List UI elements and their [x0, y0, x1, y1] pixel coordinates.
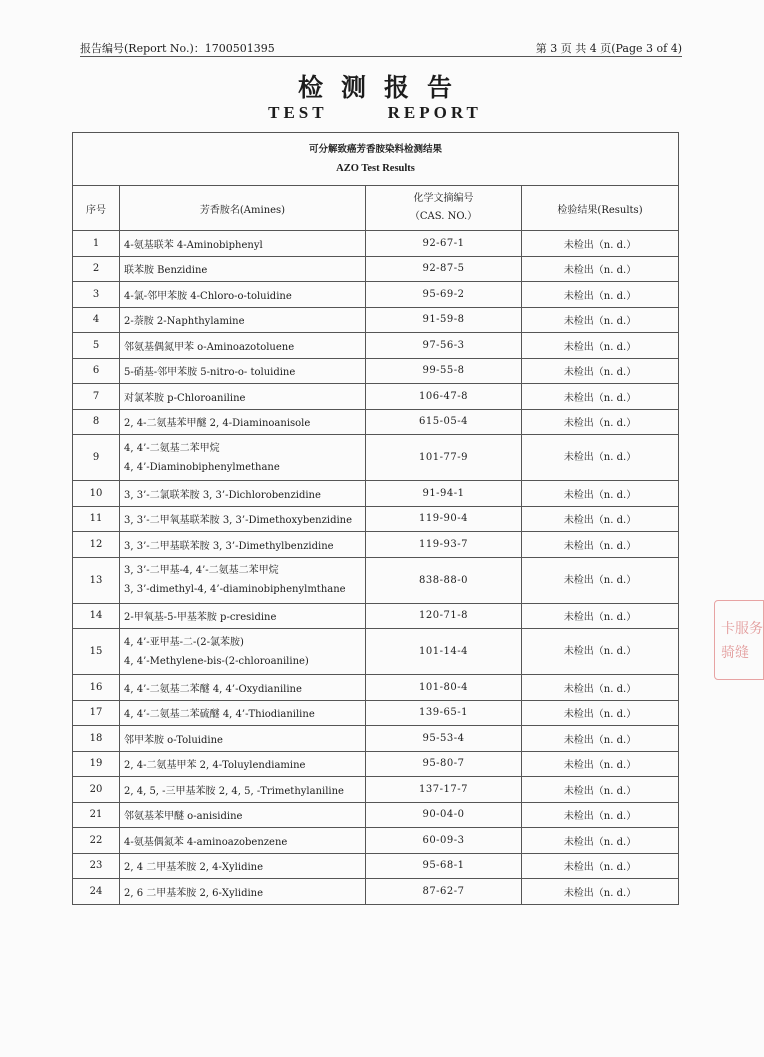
row-number: 19 — [73, 751, 120, 777]
row-number: 14 — [73, 603, 120, 629]
row-number: 4 — [73, 307, 120, 333]
result-value: 未检出（n. d.） — [522, 603, 679, 629]
header-cas — [366, 186, 522, 231]
table-row — [73, 828, 679, 854]
report-number: 报告编号(Report No.)：1700501395 — [80, 42, 275, 55]
cas-number: 91-94-1 — [366, 481, 522, 507]
result-value: 未检出（n. d.） — [522, 828, 679, 854]
result-value: 未检出（n. d.） — [522, 384, 679, 410]
cas-number: 95-68-1 — [366, 853, 522, 879]
table-caption-en: AZO Test Results — [336, 163, 415, 174]
row-number: 20 — [73, 777, 120, 803]
amine-name — [120, 802, 366, 828]
result-value: 未检出（n. d.） — [522, 307, 679, 333]
table-row — [73, 532, 679, 558]
header-result: 检验结果(Results) — [522, 186, 679, 231]
header-no: 序号 — [73, 186, 120, 231]
result-value: 未检出（n. d.） — [522, 802, 679, 828]
amine-name — [120, 481, 366, 507]
result-value: 未检出（n. d.） — [522, 675, 679, 701]
report-title-en-word2: REPORT — [387, 103, 482, 122]
amine-name-line: 联苯胺 Benzidine — [124, 265, 208, 277]
cas-number: 101-14-4 — [366, 629, 522, 675]
table-row — [73, 231, 679, 257]
row-number: 6 — [73, 358, 120, 384]
row-number: 12 — [73, 532, 120, 558]
cas-number: 119-90-4 — [366, 506, 522, 532]
result-value: 未检出（n. d.） — [522, 726, 679, 752]
amine-name-line: 邻甲苯胺 o-Toluidine — [124, 734, 223, 746]
amine-name-line: 4-氨基联苯 4-Aminobiphenyl — [124, 239, 263, 251]
table-row — [73, 333, 679, 359]
amine-name — [120, 532, 366, 558]
amine-name — [120, 506, 366, 532]
table-row — [73, 307, 679, 333]
amine-name-line: 2, 4-二氨基甲苯 2, 4-Toluylendiamine — [124, 760, 306, 772]
table-row — [73, 603, 679, 629]
table-row — [73, 384, 679, 410]
result-value: 未检出（n. d.） — [522, 333, 679, 359]
row-number: 9 — [73, 435, 120, 481]
table-row — [73, 802, 679, 828]
row-number: 16 — [73, 675, 120, 701]
cas-number: 120-71-8 — [366, 603, 522, 629]
row-number: 3 — [73, 282, 120, 308]
row-number: 2 — [73, 256, 120, 282]
cas-number: 90-04-0 — [366, 802, 522, 828]
result-value: 未检出（n. d.） — [522, 506, 679, 532]
amine-name-line: 4, 4’-二氨基二苯硫醚 4, 4’-Thiodianiline — [124, 709, 315, 721]
cas-number: 92-67-1 — [366, 231, 522, 257]
cas-number: 87-62-7 — [366, 879, 522, 905]
amine-name — [120, 307, 366, 333]
row-number: 23 — [73, 853, 120, 879]
result-value: 未检出（n. d.） — [522, 435, 679, 481]
amine-name-line: 4, 4’-亚甲基-二-(2-氯苯胺) — [124, 636, 244, 648]
amine-name — [120, 828, 366, 854]
amine-name-line: 对氯苯胺 p-Chloroaniline — [124, 392, 246, 404]
table-row — [73, 557, 679, 603]
result-value: 未检出（n. d.） — [522, 629, 679, 675]
azo-results-table — [72, 132, 679, 905]
row-number: 24 — [73, 879, 120, 905]
amine-name — [120, 435, 366, 481]
table-row — [73, 256, 679, 282]
result-value: 未检出（n. d.） — [522, 879, 679, 905]
result-value: 未检出（n. d.） — [522, 481, 679, 507]
page-header — [80, 36, 682, 57]
cas-number: 101-80-4 — [366, 675, 522, 701]
amine-name — [120, 726, 366, 752]
amine-name — [120, 231, 366, 257]
row-number: 21 — [73, 802, 120, 828]
amine-name — [120, 777, 366, 803]
result-value: 未检出（n. d.） — [522, 282, 679, 308]
table-row — [73, 629, 679, 675]
cas-number: 95-80-7 — [366, 751, 522, 777]
seam-stamp-line2: 骑缝 — [721, 645, 749, 661]
amine-name-line: 2-萘胺 2-Naphthylamine — [124, 316, 245, 328]
header-amine: 芳香胺名(Amines) — [120, 186, 366, 231]
row-number: 7 — [73, 384, 120, 410]
amine-name — [120, 358, 366, 384]
amine-name-line: 2, 6 二甲基苯胺 2, 6-Xylidine — [124, 887, 264, 899]
row-number: 13 — [73, 557, 120, 603]
table-row — [73, 506, 679, 532]
amine-name-line: 2-甲氧基-5-甲基苯胺 p-cresidine — [124, 612, 277, 624]
amine-name-line: 2, 4, 5, -三甲基苯胺 2, 4, 5, -Trimethylaniline — [124, 785, 344, 797]
cas-number: 60-09-3 — [366, 828, 522, 854]
result-value: 未检出（n. d.） — [522, 409, 679, 435]
amine-name — [120, 675, 366, 701]
amine-name — [120, 256, 366, 282]
amine-name — [120, 557, 366, 603]
result-value: 未检出（n. d.） — [522, 532, 679, 558]
table-row — [73, 435, 679, 481]
table-row — [73, 358, 679, 384]
row-number: 5 — [73, 333, 120, 359]
row-number: 10 — [73, 481, 120, 507]
header-cas-line1: 化学文摘编号 — [413, 193, 474, 204]
result-value: 未检出（n. d.） — [522, 777, 679, 803]
cas-number: 106-47-8 — [366, 384, 522, 410]
cas-number: 95-53-4 — [366, 726, 522, 752]
result-value: 未检出（n. d.） — [522, 358, 679, 384]
result-value: 未检出（n. d.） — [522, 751, 679, 777]
amine-name — [120, 879, 366, 905]
table-row — [73, 282, 679, 308]
table-caption — [73, 133, 679, 186]
table-row — [73, 726, 679, 752]
amine-name — [120, 333, 366, 359]
table-row — [73, 751, 679, 777]
amine-name — [120, 603, 366, 629]
table-caption-cn: 可分解致癌芳香胺染料检测结果 — [309, 144, 443, 155]
cas-number: 95-69-2 — [366, 282, 522, 308]
amine-name-line: 3, 3’-dimethyl-4, 4’-diaminobiphenylmthane — [124, 584, 346, 595]
report-title-en — [0, 103, 750, 123]
amine-name — [120, 700, 366, 726]
table-row — [73, 409, 679, 435]
amine-name-line: 2, 4-二氨基苯甲醚 2, 4-Diaminoanisole — [124, 418, 311, 430]
amine-name — [120, 384, 366, 410]
row-number: 15 — [73, 629, 120, 675]
amine-name-line: 4, 4’-Diaminobiphenylmethane — [124, 461, 280, 473]
amine-name-line: 3, 3’-二甲氧基联苯胺 3, 3’-Dimethoxybenzidine — [124, 515, 353, 527]
report-title-en-word1: TEST — [268, 103, 328, 122]
result-value: 未检出（n. d.） — [522, 853, 679, 879]
table-row — [73, 853, 679, 879]
amine-name — [120, 409, 366, 435]
row-number: 8 — [73, 409, 120, 435]
cas-number: 838-88-0 — [366, 557, 522, 603]
cas-number: 101-77-9 — [366, 435, 522, 481]
amine-name — [120, 282, 366, 308]
amine-name-line: 4, 4’-二氨基二苯甲烷 — [124, 442, 220, 454]
table-caption-row — [73, 133, 679, 186]
amine-name-line: 4-氨基偶氮苯 4-aminoazobenzene — [124, 836, 288, 848]
amine-name-line: 3, 3’-二氯联苯胺 3, 3’-Dichlorobenzidine — [124, 489, 321, 501]
row-number: 17 — [73, 700, 120, 726]
cas-number: 137-17-7 — [366, 777, 522, 803]
amine-name — [120, 629, 366, 675]
amine-name-line: 3, 3’-二甲基联苯胺 3, 3’-Dimethylbenzidine — [124, 540, 334, 552]
page-indicator: 第 3 页 共 4 页(Page 3 of 4) — [535, 42, 682, 55]
amine-name-line: 邻氨基偶氮甲苯 o-Aminoazotoluene — [124, 341, 295, 353]
amine-name — [120, 853, 366, 879]
cas-number: 119-93-7 — [366, 532, 522, 558]
amine-name-line: 4, 4’-Methylene-bis-(2-chloroaniline) — [124, 655, 309, 667]
cas-number: 99-55-8 — [366, 358, 522, 384]
amine-name-line: 5-硝基-邻甲苯胺 5-nitro-o- toluidine — [124, 367, 296, 379]
cas-number: 139-65-1 — [366, 700, 522, 726]
cas-number: 97-56-3 — [366, 333, 522, 359]
header-cas-line2: （CAS. NO.） — [409, 211, 478, 222]
result-value: 未检出（n. d.） — [522, 231, 679, 257]
row-number: 22 — [73, 828, 120, 854]
row-number: 18 — [73, 726, 120, 752]
row-number: 11 — [73, 506, 120, 532]
cas-number: 91-59-8 — [366, 307, 522, 333]
cas-number: 92-87-5 — [366, 256, 522, 282]
table-row — [73, 777, 679, 803]
result-value: 未检出（n. d.） — [522, 557, 679, 603]
table-header-row — [73, 186, 679, 231]
amine-name-line: 2, 4 二甲基苯胺 2, 4-Xylidine — [124, 862, 264, 874]
result-value: 未检出（n. d.） — [522, 700, 679, 726]
cas-number: 615-05-4 — [366, 409, 522, 435]
seam-stamp-line1: 卡服务 — [721, 621, 763, 637]
row-number: 1 — [73, 231, 120, 257]
amine-name-line: 3, 3’-二甲基-4, 4’-二氨基二苯甲烷 — [124, 565, 279, 576]
amine-name-line: 邻氨基苯甲醚 o-anisidine — [124, 811, 243, 823]
table-row — [73, 481, 679, 507]
table-row — [73, 700, 679, 726]
amine-name — [120, 751, 366, 777]
table-row — [73, 879, 679, 905]
amine-name-line: 4-氯-邻甲苯胺 4-Chloro-o-toluidine — [124, 290, 292, 302]
result-value: 未检出（n. d.） — [522, 256, 679, 282]
table-row — [73, 675, 679, 701]
seam-stamp — [714, 600, 764, 680]
report-title-cn: 检测报告 — [297, 73, 470, 102]
amine-name-line: 4, 4’-二氨基二苯醚 4, 4’-Oxydianiline — [124, 683, 302, 695]
